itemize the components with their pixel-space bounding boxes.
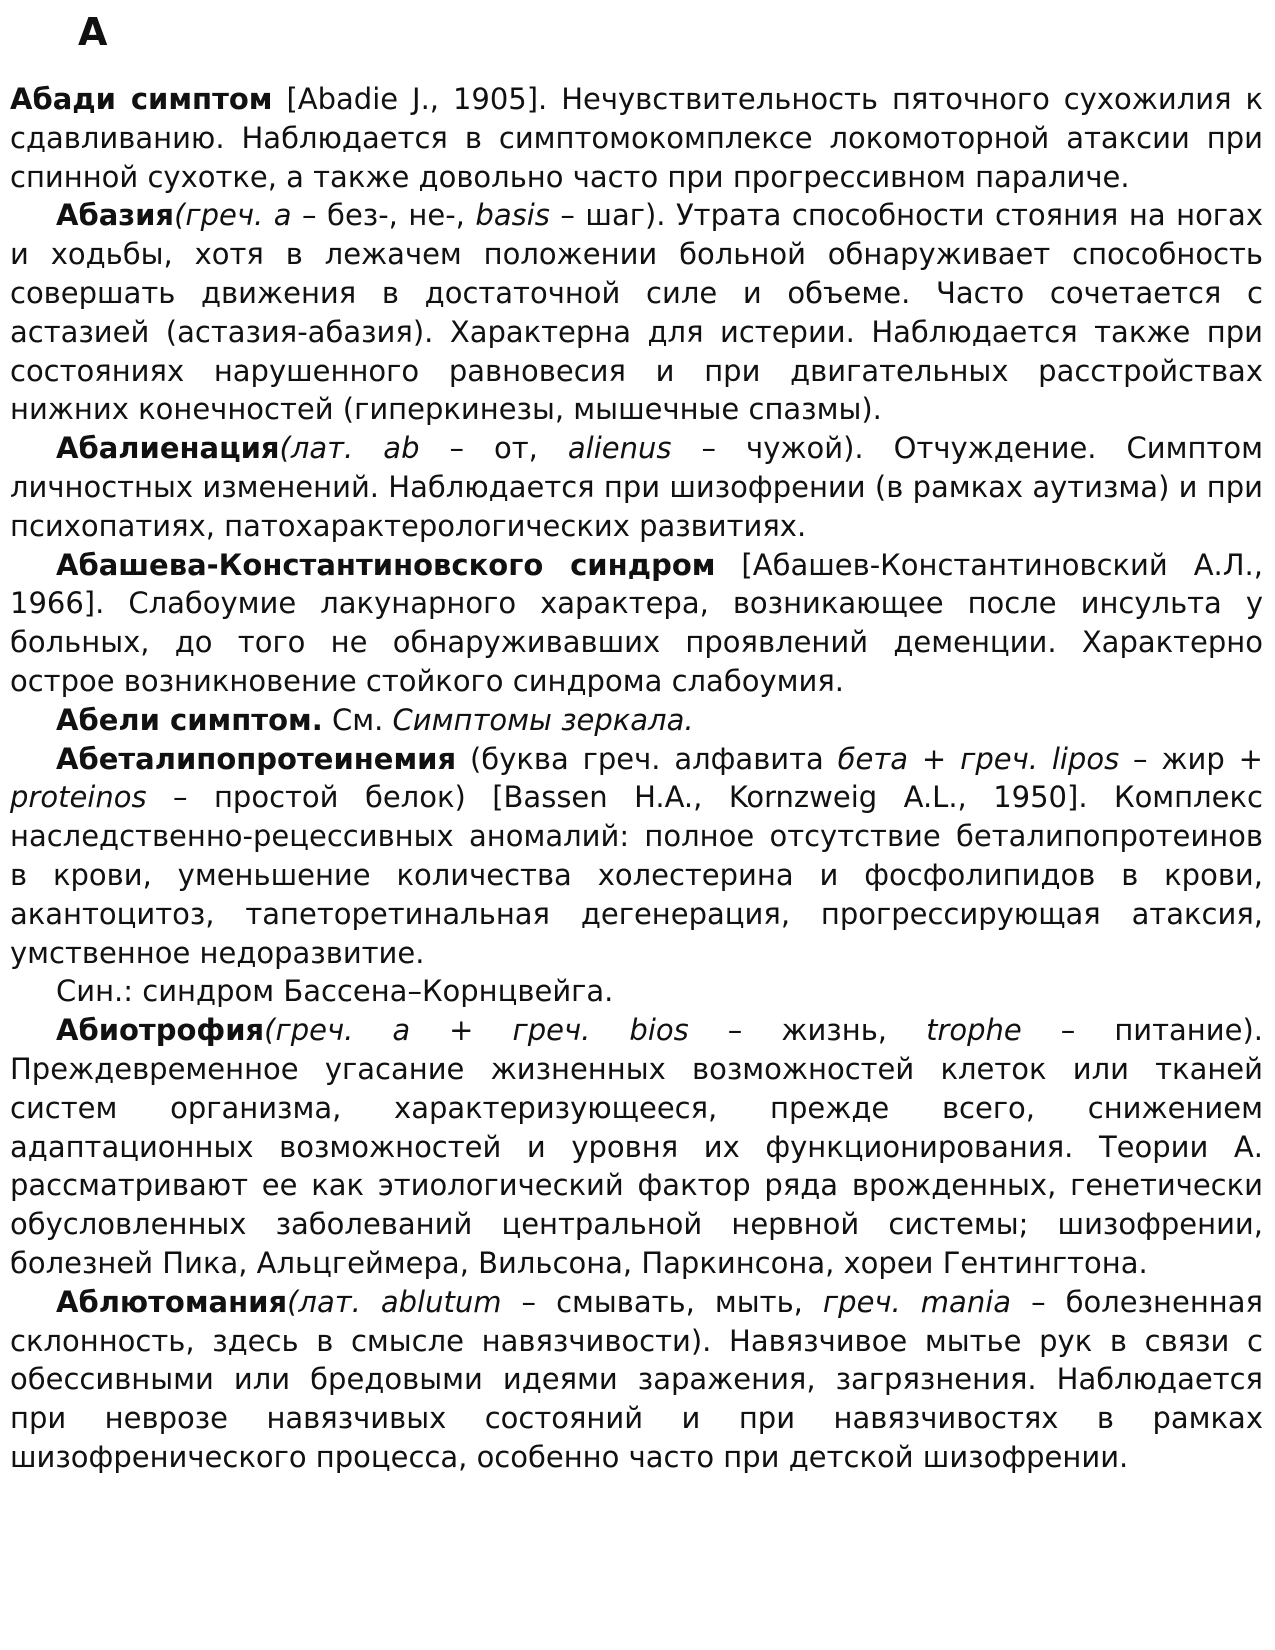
entry-text: [Абашев-Константиновский А.Л., 1966]. Слабоумие лакунарного характера, возникающее после инсульта у больных, до того не обнаруживавших проявлений деменции. Характерно острое возникновение стойкого синдрома слабоумия. bbox=[10, 547, 1263, 698]
entry-synonym bbox=[10, 972, 1263, 1011]
entry-text: – без-, не-, bbox=[291, 198, 476, 233]
entry-etymology: (лат. ab bbox=[279, 431, 420, 466]
entry-text: – от, bbox=[419, 431, 568, 466]
entry-etymology: alienus bbox=[567, 431, 672, 466]
entry-term: Абашева-Константиновского синдром bbox=[56, 547, 716, 582]
entry-term: Абади симптом bbox=[10, 82, 273, 116]
entry-etymology: (греч. а bbox=[174, 198, 292, 233]
entry-etymology: trophe bbox=[926, 1013, 1022, 1048]
entries-list bbox=[10, 80, 1263, 1477]
entry-text: – болезненная склонность, здесь в смысле навязчивости). Навязчивое мытье рук в связи с обессивными или бредовыми идеями заражения, загрязнения. Наблюдается при неврозе навязчивых состояний и при навязчивостях в рамках шизофренического процесса, особенно часто при детской шизофрении. bbox=[10, 1284, 1263, 1474]
section-letter: А bbox=[78, 10, 108, 54]
entry-etymology: (лат. ablutum bbox=[287, 1284, 502, 1319]
entry-etymology: греч. mania bbox=[822, 1284, 1012, 1319]
entry-term: Аблютомания bbox=[56, 1284, 288, 1319]
entry-text: См. bbox=[322, 702, 393, 737]
entry-ablyutomaniya bbox=[10, 1283, 1263, 1477]
entry-text: – жир + bbox=[1119, 741, 1263, 776]
entry-abasheva bbox=[10, 546, 1263, 701]
entry-abetalipoproteinemiya bbox=[10, 740, 1263, 973]
entry-abiotrofiya bbox=[10, 1011, 1263, 1283]
entry-text: (буква греч. алфавита bbox=[456, 741, 838, 776]
entry-text: – смывать, мыть, bbox=[501, 1284, 823, 1319]
entry-text: – простой белок) [Bassen H.A., Kornzweig A.L., 1950]. Комплекс наследственно-рецессивных аномалий: полное отсутствие беталипопротеинов в крови, уменьшение количества холестерина и фосфолипидов в крови, акантоцитоз, тапеторетинальная дегенерация, прогрессирующая атаксия, умственное недоразвитие. bbox=[10, 780, 1263, 970]
entry-etymology: (греч. а + греч. bios bbox=[264, 1013, 689, 1048]
entry-abadi bbox=[10, 80, 1263, 196]
entry-term: Абазия bbox=[56, 198, 175, 233]
entry-term: Абели симптом. bbox=[56, 702, 323, 737]
entry-text: – шаг). Утрата способности стояния на ногах и ходьбы, хотя в лежачем положении больной обнаруживает способность совершать движения в достаточной силе и объеме. Часто сочетается с астазией (астазия-абазия). Характерна для истерии. Наблюдается также при состояниях нарушенного равновесия и при двигательных расстройствах нижних конечностей (гиперкинезы, мышечные спазмы). bbox=[10, 198, 1263, 427]
entry-text: – жизнь, bbox=[688, 1013, 927, 1048]
entry-etymology: proteinos bbox=[10, 780, 147, 815]
entry-term: Абеталипопротеинемия bbox=[56, 741, 457, 776]
entry-abalienaciya bbox=[10, 429, 1263, 545]
entry-term: Абалиенация bbox=[56, 431, 280, 466]
entry-text: – питание). Преждевременное угасание жизненных возможностей клеток или тканей систем организма, характеризующееся, прежде всего, снижением адаптационных возможностей и уровня их функционирования. Теории А. рассматривают ее как этиологический фактор ряда врожденных, генетически обусловленных заболеваний центральной нервной системы; шизофрении, болезней Пика, Альцгеймера, Вильсона, Паркинсона, хореи Гентингтона. bbox=[10, 1013, 1263, 1280]
entry-cross-reference: Симптомы зеркала. bbox=[392, 702, 694, 737]
entry-text: [Abadie J., 1905]. Нечувствительность пяточного сухожилия к сдавливанию. Наблюдается в симптомокомплексе локомоторной атаксии при спинной сухотке, а также довольно часто при прогрессивном параличе. bbox=[10, 82, 1264, 194]
entry-etymology: basis bbox=[475, 198, 550, 233]
entry-abaziya bbox=[10, 196, 1263, 429]
entry-text: Син.: синдром Бассена–Корнцвейга. bbox=[56, 974, 614, 1009]
entry-abeli bbox=[10, 701, 1263, 740]
entry-term: Абиотрофия bbox=[56, 1013, 265, 1048]
entry-etymology: бета + греч. lipos bbox=[837, 741, 1120, 776]
entry-text: – чужой). Отчуждение. Симптом личностных изменений. Наблюдается при шизофрении (в рамках аутизма) и при психопатиях, патохарактерологических развитиях. bbox=[10, 431, 1263, 543]
